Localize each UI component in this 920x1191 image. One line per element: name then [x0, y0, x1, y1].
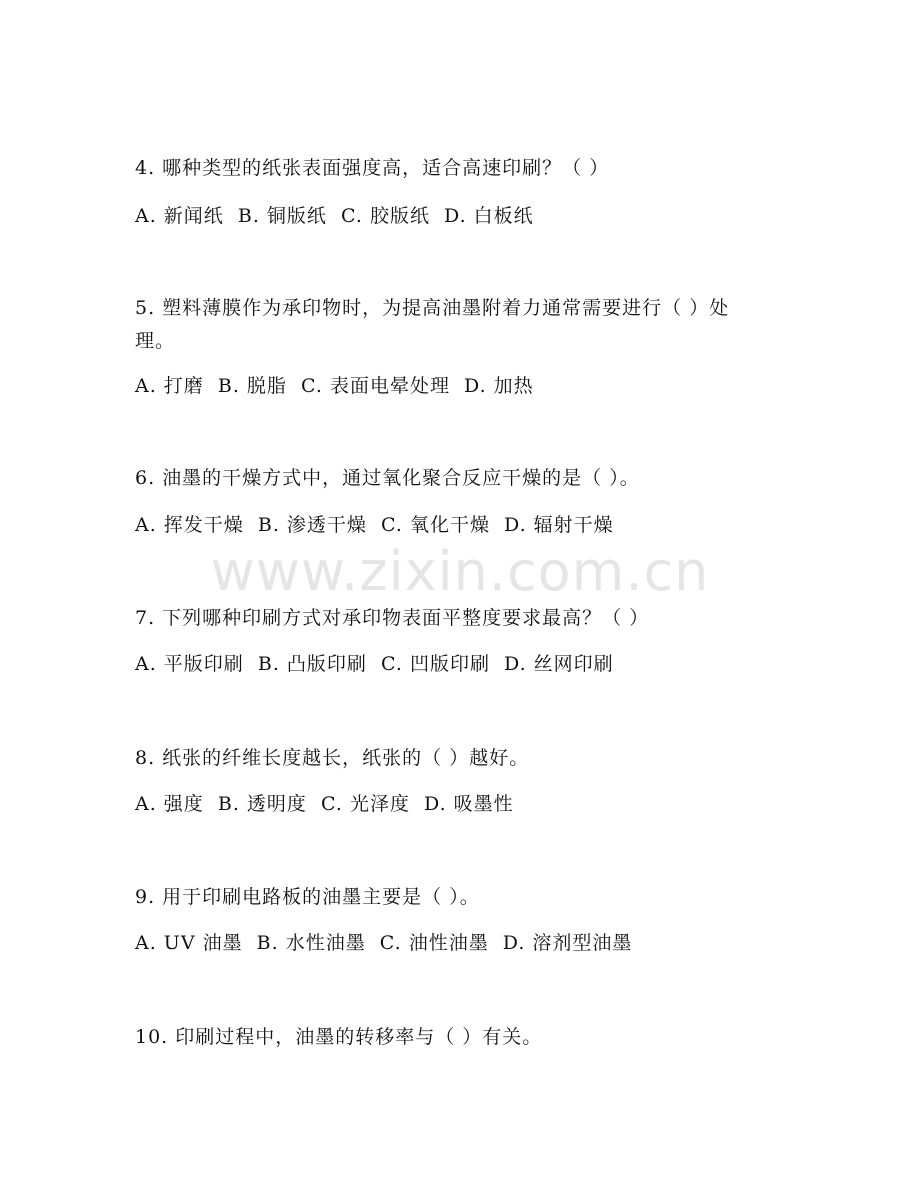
question-5-stem-line1: 5. 塑料薄膜作为承印物时，为提高油墨附着力通常需要进行（ ）处: [135, 297, 730, 319]
question-4-options: A. 新闻纸 B. 铜版纸 C. 胶版纸 D. 白板纸: [135, 205, 534, 227]
question-7-stem: 7. 下列哪种印刷方式对承印物表面平整度要求最高？（ ）: [135, 607, 650, 629]
question-9-stem: 9. 用于印刷电路板的油墨主要是（ ）。: [135, 886, 480, 908]
question-5-stem-line2: 理。: [135, 330, 176, 352]
question-6-options: A. 挥发干燥 B. 渗透干燥 C. 氧化干燥 D. 辐射干燥: [135, 514, 614, 536]
question-8-stem: 8. 纸张的纤维长度越长，纸张的（ ）越好。: [135, 747, 530, 769]
question-4-stem: 4. 哪种类型的纸张表面强度高，适合高速印刷？（ ）: [135, 157, 610, 179]
question-8-options: A. 强度 B. 透明度 C. 光泽度 D. 吸墨性: [135, 793, 514, 815]
question-5-options: A. 打磨 B. 脱脂 C. 表面电晕处理 D. 加热: [135, 375, 534, 397]
question-9-options: A. UV 油墨 B. 水性油墨 C. 油性油墨 D. 溶剂型油墨: [135, 932, 633, 954]
question-7-options: A. 平版印刷 B. 凸版印刷 C. 凹版印刷 D. 丝网印刷: [135, 653, 614, 675]
question-6-stem: 6. 油墨的干燥方式中，通过氧化聚合反应干燥的是（ ）。: [135, 467, 640, 489]
question-10-stem: 10. 印刷过程中，油墨的转移率与（ ）有关。: [135, 1026, 543, 1048]
watermark: www.zixin.com.cn: [210, 540, 710, 603]
